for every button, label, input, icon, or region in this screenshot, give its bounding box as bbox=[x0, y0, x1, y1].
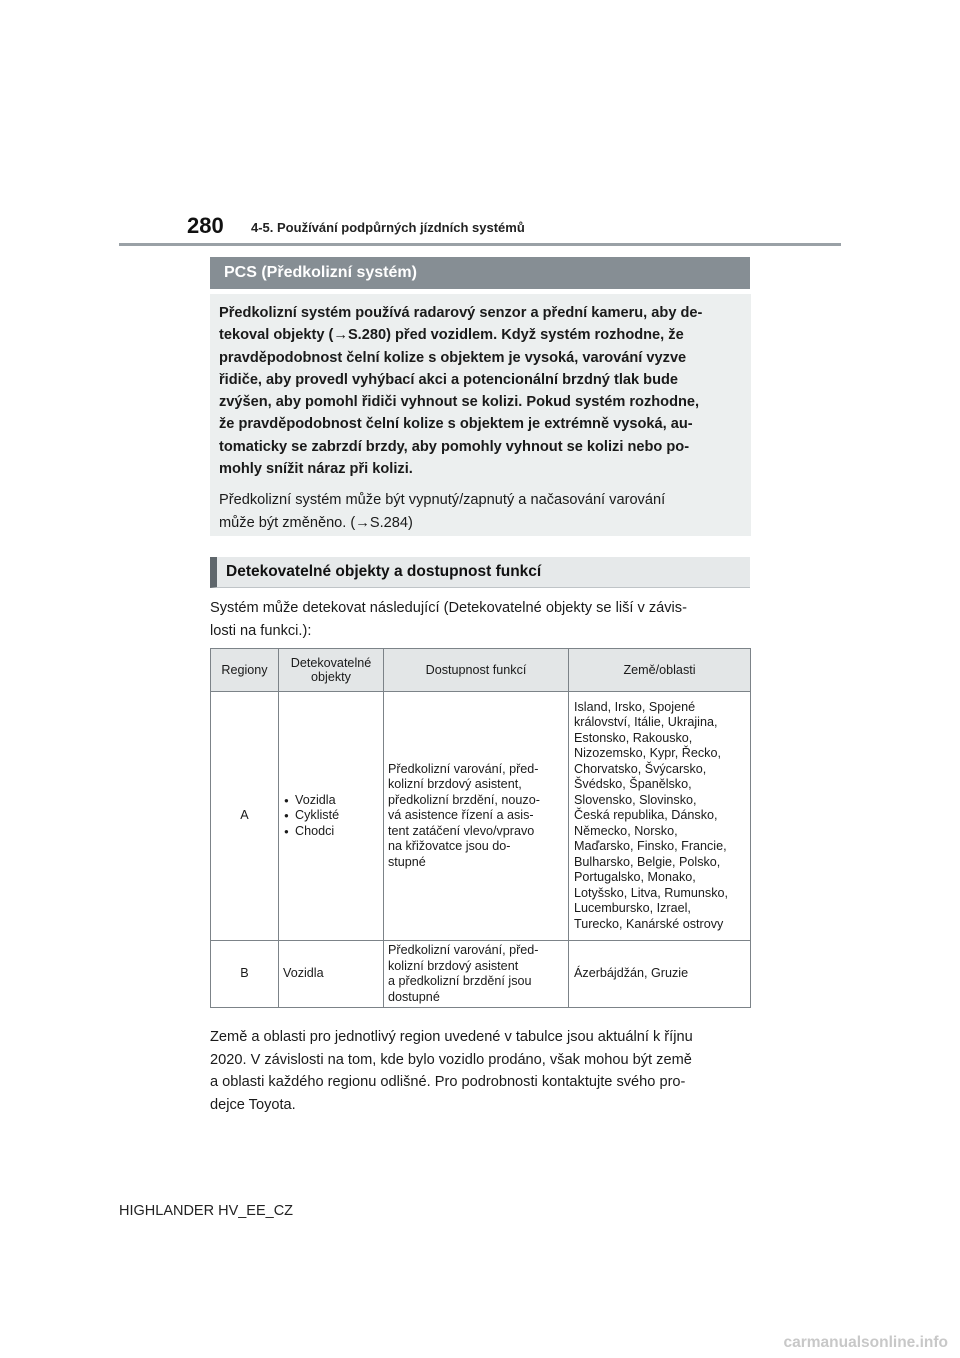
cell-line: Předkolizní varování, před- bbox=[388, 761, 539, 776]
intro-line: Předkolizní systém používá radarový senzor a přední kameru, aby de- bbox=[219, 305, 703, 321]
function-availability-table bbox=[210, 648, 751, 1008]
table-header-row bbox=[211, 649, 751, 692]
footnote-line: Země a oblasti pro jednotlivý region uvedené v tabulce jsou aktuální k říjnu bbox=[210, 1029, 693, 1045]
countries-cell: Ázerbájdžán, Gruzie bbox=[569, 941, 751, 1008]
objects-cell bbox=[279, 692, 384, 941]
detectable-objects-section-title: Detekovatelné objekty a dostupnost funkcí bbox=[210, 557, 750, 588]
cell-line: Bulharsko, Belgie, Polsko, bbox=[574, 854, 721, 869]
cell-line: Švédsko, Španělsko, bbox=[574, 777, 692, 792]
objects-list bbox=[283, 793, 379, 840]
intro-paragraph-bold bbox=[219, 302, 741, 480]
cell-line: Maďarsko, Finsko, Francie, bbox=[574, 839, 727, 854]
cell-line: stupné bbox=[388, 854, 426, 869]
intro-line: pravděpodobnost čelní kolize s objektem je vysoká, varování vyzve bbox=[219, 349, 687, 366]
intro-line: mohly snížit náraz při kolizi. bbox=[219, 461, 413, 478]
cell-line: kolizní brzdový asistent, bbox=[388, 777, 522, 792]
objects-cell: Vozidla bbox=[279, 941, 384, 1008]
cell-line: Předkolizní varování, před- bbox=[388, 943, 539, 957]
intro-line: tomaticky se zabrzdí brzdy, aby pomohly vyhnout se kolizi nebo po- bbox=[219, 438, 690, 455]
intro-line: že pravděpodobnost čelní kolize s objektem je extrémně vysoká, au- bbox=[219, 416, 693, 433]
chapter-title: 4-5. Používání podpůrných jízdních systémů bbox=[251, 220, 525, 235]
intro-line: tekoval objekty (→S.280) před vozidlem. Když systém rozhodne, že bbox=[219, 327, 684, 344]
region-cell: B bbox=[211, 941, 279, 1008]
region-cell: A bbox=[211, 692, 279, 941]
footnote-line: a oblasti každého regionu odlišné. Pro podrobnosti kontaktujte svého pro- bbox=[210, 1074, 686, 1091]
cell-line: Turecko, Kanárské ostrovy bbox=[574, 916, 724, 931]
intro-box bbox=[210, 294, 751, 536]
footnote-line: 2020. V závislosti na tom, kde bylo vozidlo prodáno, však mohou být země bbox=[210, 1051, 692, 1068]
cell-line: Nizozemsko, Kypr, Řecko, bbox=[574, 746, 721, 761]
cell-line: Německo, Norsko, bbox=[574, 823, 678, 838]
cell-line: Lucembursko, Izrael, bbox=[574, 901, 691, 916]
cell-line: Portugalsko, Monako, bbox=[574, 870, 696, 885]
header-divider bbox=[119, 243, 841, 246]
cell-line: tent zatáčení vlevo/vpravo bbox=[388, 823, 535, 838]
cell-line: Česká republika, Dánsko, bbox=[574, 808, 718, 823]
cell-line: kolizní brzdový asistent bbox=[388, 958, 519, 973]
table-row bbox=[211, 692, 751, 941]
cell-line: Chorvatsko, Švýcarsko, bbox=[574, 761, 707, 776]
lead-line: Systém může detekovat následující (Detekovatelné objekty se liší v závis- bbox=[210, 600, 687, 616]
pcs-section-title: PCS (Předkolizní systém) bbox=[210, 257, 750, 289]
list-item: ● Cyklisté bbox=[283, 808, 379, 824]
page-number: 280 bbox=[187, 213, 224, 238]
model-code: HIGHLANDER HV_EE_CZ bbox=[119, 1203, 294, 1219]
list-item: ● Chodci bbox=[283, 824, 379, 840]
lead-line: losti na funkci.): bbox=[210, 622, 312, 639]
watermark: carmanualsonline.info bbox=[783, 1334, 948, 1351]
intro-paragraph-normal bbox=[219, 489, 741, 534]
footnote-paragraph bbox=[210, 1026, 755, 1116]
cell-line: dostupné bbox=[388, 989, 440, 1004]
countries-cell bbox=[569, 692, 751, 941]
list-item: ● Vozidla bbox=[283, 793, 379, 809]
cell-line: Estonsko, Rakousko, bbox=[574, 730, 693, 745]
intro-line: může být změněno. (→S.284) bbox=[219, 514, 413, 531]
cell-line: vá asistence řízení a asis- bbox=[388, 808, 534, 823]
cell-line: Slovensko, Slovinsko, bbox=[574, 792, 697, 807]
cell-line: na křižovatce jsou do- bbox=[388, 839, 511, 854]
cell-line: a předkolizní brzdění jsou bbox=[388, 974, 532, 988]
header-detectable-objects: Detekovatelné objekty bbox=[279, 649, 384, 692]
intro-line: řidiče, aby provedl vyhýbací akci a potencionální brzdný tlak bude bbox=[219, 371, 679, 388]
cell-line: království, Itálie, Ukrajina, bbox=[574, 715, 718, 730]
header-function-availability: Dostupnost funkcí bbox=[384, 649, 569, 692]
header-countries: Země/oblasti bbox=[569, 649, 751, 692]
table-row bbox=[211, 941, 751, 1008]
cell-line: předkolizní brzdění, nouzo- bbox=[388, 792, 540, 807]
lead-paragraph bbox=[210, 597, 755, 642]
footnote-line: dejce Toyota. bbox=[210, 1096, 296, 1113]
cell-line: Lotyšsko, Litva, Rumunsko, bbox=[574, 885, 728, 900]
intro-line: Předkolizní systém může být vypnutý/zapnutý a načasování varování bbox=[219, 492, 666, 509]
cell-line: Island, Irsko, Spojené bbox=[574, 699, 696, 714]
intro-line: zvýšen, aby pomohl řidiči vyhnout se kolizi. Pokud systém rozhodne, bbox=[219, 394, 700, 411]
functions-cell bbox=[384, 941, 569, 1008]
functions-cell bbox=[384, 692, 569, 941]
header-regions: Regiony bbox=[211, 649, 279, 692]
